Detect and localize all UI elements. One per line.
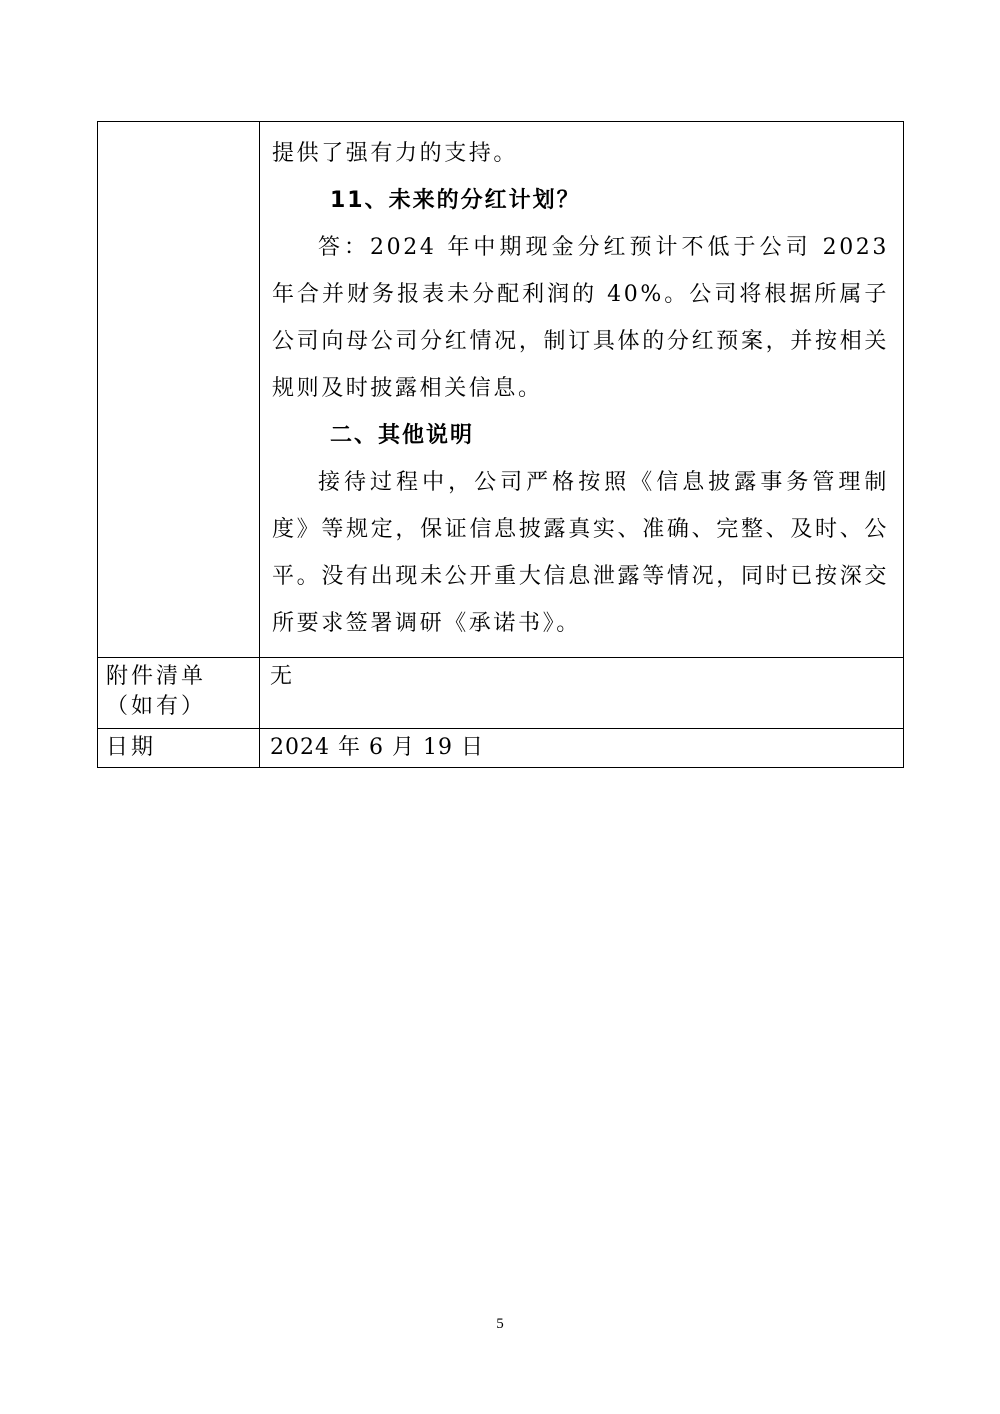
- continuation-text: 提供了强有力的支持。: [272, 141, 519, 166]
- content-label-cell: [98, 122, 260, 658]
- content-cell: [260, 122, 904, 658]
- date-label: 日期: [98, 729, 260, 768]
- attachments-value: 无: [260, 658, 904, 729]
- date-value: 2024 年 6 月 19 日: [260, 729, 904, 768]
- question-11-heading: 11、未来的分红计划？: [330, 188, 581, 213]
- section-2-body: 接待过程中，公司严格按照《信息披露事务管理制度》等规定，保证信息披露真实、准确、完整、及时、公平。没有出现未公开重大信息泄露等情况，同时已按深交所要求签署调研《承诺书》。: [272, 470, 889, 636]
- record-table: [97, 121, 904, 768]
- attachments-label: 附件清单（如有）: [98, 658, 260, 729]
- date-row: [98, 729, 904, 768]
- content-row: [98, 122, 904, 658]
- attachments-row: [98, 658, 904, 729]
- page-number: 5: [496, 1316, 504, 1332]
- section-2-heading: 二、其他说明: [330, 423, 475, 448]
- question-11-answer: 答：2024 年中期现金分红预计不低于公司 2023 年合并财务报表未分配利润的 40%。公司将根据所属子公司向母公司分红情况，制订具体的分红预案，并按相关规则及时披露相关信息。: [272, 235, 889, 401]
